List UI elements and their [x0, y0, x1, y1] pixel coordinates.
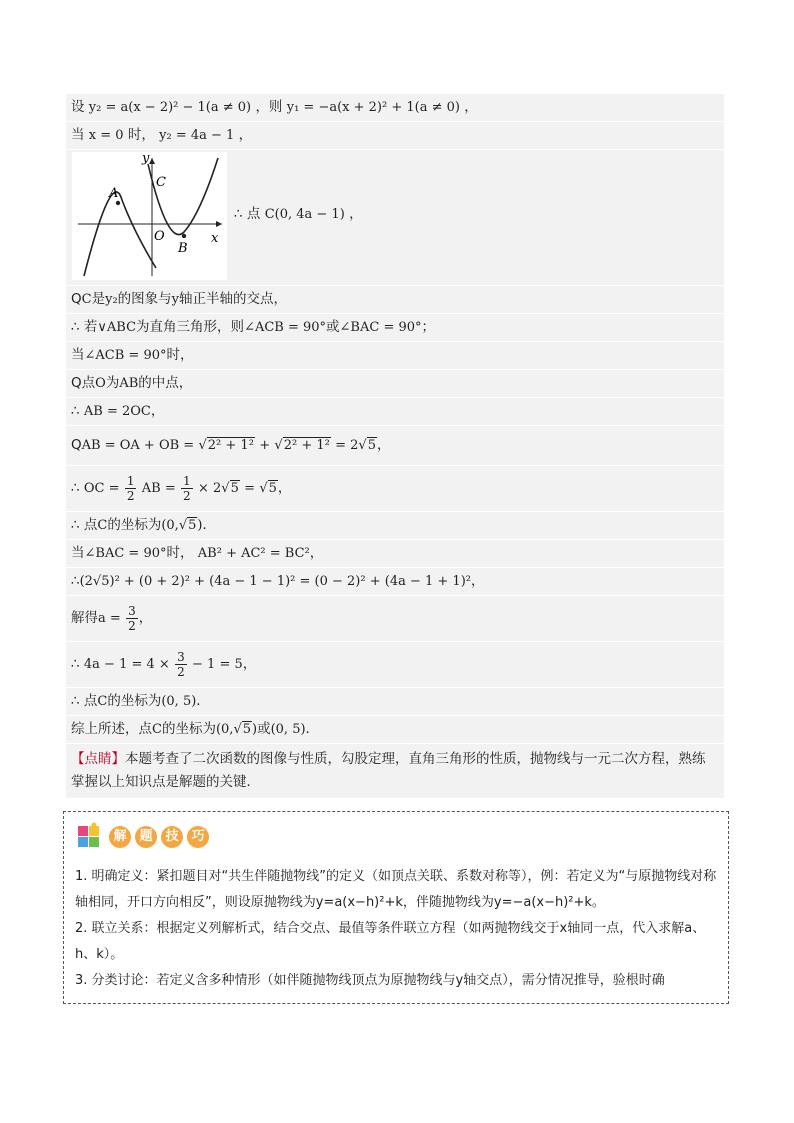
formula: C	[152, 722, 162, 737]
tips-badge-3: 技	[161, 826, 183, 848]
x-axis-arrow	[216, 221, 222, 227]
formula: y₂	[105, 292, 118, 307]
text: Q	[71, 437, 82, 453]
parabola-graph-svg	[72, 152, 227, 280]
label-y: y	[142, 152, 150, 166]
sqrt-symbol: √	[221, 481, 230, 496]
tips-badge-2: 题	[135, 826, 157, 848]
denominator: 2	[177, 665, 185, 679]
formula: ∠BAC = 90°	[339, 320, 422, 335]
solution-panel	[66, 94, 724, 799]
text: 时，	[166, 545, 194, 561]
formula: C	[97, 518, 108, 533]
numerator: 3	[177, 650, 185, 664]
denominator: 2	[126, 489, 135, 503]
formula: x = 0	[88, 128, 124, 143]
formula: − 1 = 5	[192, 657, 243, 672]
radicand: 5	[268, 481, 277, 496]
sqrt-symbol: √	[259, 481, 268, 496]
text: ．	[196, 693, 210, 709]
fraction	[125, 474, 137, 503]
text: 设	[71, 99, 85, 115]
parabola-y1	[84, 192, 156, 276]
radicand: 5	[230, 481, 239, 496]
tips-box	[63, 811, 729, 1004]
text: 或	[326, 319, 340, 335]
text: Q	[71, 291, 82, 307]
formula: O	[95, 376, 106, 391]
solution-line-15	[66, 642, 724, 688]
numerator: 1	[183, 474, 191, 488]
formula: ∠BAC = 90°	[84, 546, 167, 561]
label-a: A	[109, 186, 119, 201]
denominator: 2	[128, 619, 136, 633]
solution-line-11	[66, 512, 724, 540]
text: ，则	[255, 99, 283, 115]
text: ，	[150, 403, 165, 419]
solution-line-14	[66, 596, 724, 642]
tips-item: 1. 明确定义：紧扣题目对“共生伴随抛物线”的定义（如顶点关联、系数对称等），例：若定义为“与原抛物线对称轴相同，开口方向相反”，则设原抛物线为y=a(x−h)²+k，伴随抛物线为y=−a(x−h)²+k。	[75, 869, 717, 910]
formula: )	[252, 722, 258, 737]
text: 轴正半轴的交点，	[179, 291, 288, 307]
formula: ∨ABC	[97, 320, 137, 335]
solution-line-17	[66, 716, 724, 744]
formula: (2√5)² + (0 + 2)² + (4a − 1 − 1)² = (0 − 2)² + (4a − 1 + 1)²	[79, 574, 471, 589]
text: ∴	[71, 403, 80, 419]
formula: AB = 2OC	[83, 404, 151, 419]
tips-badge-4: 巧	[187, 826, 209, 848]
tips-badge-1: 解	[109, 826, 131, 848]
label-c: C	[156, 175, 166, 190]
formula: (0,	[215, 722, 234, 737]
solution-line-6	[66, 342, 724, 370]
formula: 4a − 1 = 4 ×	[83, 657, 170, 672]
solution-line-4	[66, 286, 724, 314]
formula: )	[197, 518, 203, 533]
formula: AB =	[141, 481, 176, 496]
formula: × 2	[197, 481, 222, 496]
formula: C	[97, 694, 108, 709]
text: ，	[377, 437, 391, 453]
sqrt-symbol: √	[178, 518, 188, 533]
formula: y₁ = −a(x + 2)² + 1(a ≠ 0)	[286, 100, 460, 115]
text: 解得	[71, 610, 98, 626]
formula: (0, 5)	[161, 694, 197, 709]
solution-line-10	[66, 466, 724, 512]
tips-item: 3. 分类讨论：若定义含多种情形（如伴随抛物线顶点为原抛物线与y轴交点），需分情况推导，验根时确	[75, 973, 665, 988]
sqrt-symbol: √	[358, 438, 367, 453]
fraction	[181, 474, 193, 503]
text: 当	[71, 347, 85, 363]
tips-item: 2. 联立关系：根据定义列解析式，结合交点、最值等条件联立方程（如两抛物线交于x轴同一点，代入求解a、h、k）。	[75, 921, 706, 962]
text: ，	[470, 573, 485, 589]
text: 时，	[127, 127, 155, 143]
point-b	[182, 234, 186, 238]
solution-line-7	[66, 370, 724, 398]
sqrt-symbol: √	[274, 438, 283, 453]
comment-tag: 【点睛】	[71, 751, 125, 767]
text: 时，	[166, 347, 194, 363]
text: 的图象与	[117, 291, 172, 307]
text: ，	[349, 206, 363, 222]
text: ；	[421, 319, 436, 335]
numerator: 3	[128, 604, 136, 618]
text: ．	[305, 721, 320, 737]
solution-line-9	[66, 426, 724, 466]
text: 或	[257, 721, 271, 737]
formula: ∠ACB = 90°	[84, 348, 167, 363]
formula: y	[171, 292, 180, 307]
formula: AB = OA + OB =	[81, 438, 195, 453]
denominator: 2	[183, 489, 191, 503]
label-x: x	[211, 231, 219, 246]
text: ∴	[71, 480, 80, 496]
tips-header	[76, 822, 213, 852]
text: ∴ 点	[71, 693, 98, 709]
label-b: B	[178, 241, 188, 256]
text: ，	[242, 656, 257, 672]
text: ∴ 若	[71, 319, 98, 335]
numerator: 1	[126, 474, 135, 488]
formula: AB² + AC² = BC²	[197, 546, 310, 561]
text: ，	[238, 127, 253, 143]
radicand: 2² + 1²	[207, 438, 254, 453]
radicand: 5	[242, 722, 252, 737]
radicand: 5	[188, 518, 197, 533]
sqrt-symbol: √	[198, 438, 207, 453]
radicand: 5	[367, 438, 376, 453]
parabola-y2	[148, 158, 218, 235]
text: 当	[71, 127, 85, 143]
text: 的坐标为	[107, 517, 162, 533]
text: ∴ 点	[234, 206, 261, 222]
formula: C(0, 4a − 1)	[264, 207, 345, 222]
text: ∴	[71, 656, 80, 672]
text: 为	[105, 375, 120, 391]
formula: =	[244, 481, 256, 496]
formula: a =	[98, 611, 121, 626]
formula: (0,	[161, 518, 179, 533]
text: ，	[277, 480, 292, 496]
formula: AB	[119, 376, 139, 391]
text: ．	[202, 517, 216, 533]
solution-line-1	[66, 94, 724, 122]
solution-line-2	[66, 122, 724, 150]
text: ∴ 点	[71, 517, 98, 533]
text: Q点	[71, 375, 96, 391]
solution-line-12	[66, 540, 724, 568]
formula: y₂ = 4a − 1	[159, 128, 235, 143]
text: 的坐标为	[161, 721, 216, 737]
solution-line-8	[66, 398, 724, 426]
formula: +	[259, 438, 271, 453]
tips-list	[75, 864, 725, 994]
comment-block	[66, 744, 724, 799]
graph-caption	[234, 204, 363, 225]
y-axis-arrow	[149, 158, 155, 164]
fraction	[126, 604, 138, 633]
text: 的坐标为	[107, 693, 162, 709]
point-a	[116, 201, 120, 205]
sqrt-symbol: √	[233, 722, 242, 737]
formula: (0, 5)	[270, 722, 306, 737]
puzzle-icon	[76, 822, 102, 848]
formula: = 2	[335, 438, 359, 453]
formula: OC =	[83, 481, 120, 496]
text: ∴	[71, 573, 80, 589]
text: ，	[309, 545, 324, 561]
solution-line-graph	[66, 150, 724, 286]
solution-line-13	[66, 568, 724, 596]
text: 当	[71, 545, 85, 561]
text: ，	[138, 610, 153, 626]
text: 是	[91, 291, 106, 307]
text: ，	[464, 99, 478, 115]
formula: ∠ACB = 90°	[244, 320, 327, 335]
radicand: 2² + 1²	[283, 438, 330, 453]
fraction	[175, 650, 187, 679]
solution-line-5	[66, 314, 724, 342]
comment-text: 本题考查了二次函数的图像与性质，勾股定理，直角三角形的性质，抛物线与一元二次方程，熟练掌握以上知识点是解题的关键．	[71, 751, 706, 790]
parabola-graph	[72, 152, 227, 280]
text: 为直角三角形，则	[136, 319, 245, 335]
solution-line-16	[66, 688, 724, 716]
formula: y₂ = a(x − 2)² − 1(a ≠ 0)	[88, 100, 252, 115]
text: 的中点，	[138, 375, 193, 391]
formula: C	[81, 292, 92, 307]
label-o: O	[154, 229, 165, 244]
text: 综上所述，点	[71, 721, 152, 737]
